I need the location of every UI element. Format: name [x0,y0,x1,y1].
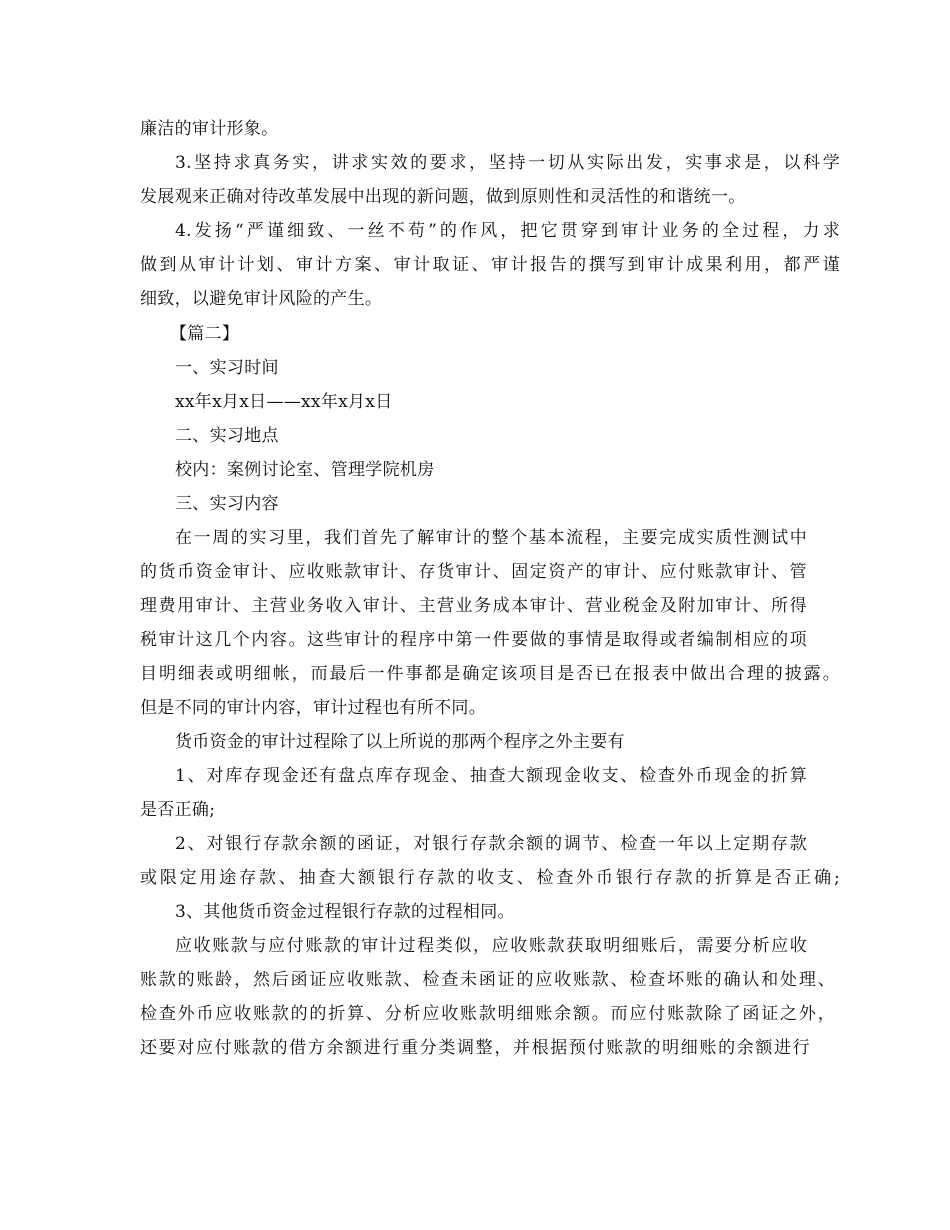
paragraph-line: 但是不同的审计内容，审计过程也有所不同。 [140,698,486,718]
paragraph-line: 应收账款与应付账款的审计过程类似，应收账款获取明细账后，需要分析应收 [175,936,807,956]
section-heading: 二、实习地点 [175,426,279,446]
paragraph-line: 是否正确; [140,800,216,820]
section-heading: 一、实习时间 [175,358,279,378]
paragraph-line: 3.坚持求真务实，讲求实效的要求，坚持一切从实际出发，实事求是，以科学 [175,153,840,173]
paragraph-line: xx年x月x日——xx年x月x日 [175,392,393,412]
paragraph-line: 廉洁的审计形象。 [140,119,279,139]
paragraph-line: 目明细表或明细帐，而最后一件事都是确定该项目是否已在报表中做出合理的披露。 [140,664,840,684]
paragraph-line: 在一周的实习里，我们首先了解审计的整个基本流程，主要完成实质性测试中 [175,528,807,548]
paragraph-line: 发展观来正确对待改革发展中出现的新问题，做到原则性和灵活性的和谐统一。 [140,187,746,207]
paragraph-line: 税审计这几个内容。这些审计的程序中第一件要做的事情是取得或者编制相应的项 [140,630,807,650]
section-heading: 三、实习内容 [175,494,279,514]
paragraph-line: 的货币资金审计、应收账款审计、存货审计、固定资产的审计、应付账款审计、管 [140,562,807,582]
paragraph-line: 3、其他货币资金过程银行存款的过程相同。 [175,902,515,922]
paragraph-line: 理费用审计、主营业务收入审计、主营业务成本审计、营业税金及附加审计、所得 [140,596,807,616]
paragraph-line: 1、对库存现金还有盘点库存现金、抽查大额现金收支、检查外币现金的折算 [175,766,807,786]
paragraph-line: 或限定用途存款、抽查大额银行存款的收支、检查外币银行存款的折算是否正确; [140,868,840,888]
paragraph-line: 做到从审计计划、审计方案、审计取证、审计报告的撰写到审计成果利用，都严谨 [140,255,840,275]
paragraph-line: 细致，以避免审计风险的产生。 [140,289,383,309]
paragraph-line: 2、对银行存款余额的函证，对银行存款余额的调节、检查一年以上定期存款 [175,834,807,854]
paragraph-line: 4.发扬“严谨细致、一丝不苟”的作风，把它贯穿到审计业务的全过程，力求 [175,221,840,241]
paragraph-line: 检查外币应收账款的的折算、分析应收账款明细账余额。而应付账款除了函证之外， [140,1004,835,1024]
paragraph-line: 账款的账龄，然后函证应收账款、检查未函证的应收账款、检查坏账的确认和处理、 [140,970,835,990]
paragraph-line: 货币资金的审计过程除了以上所说的那两个程序之外主要有 [175,732,625,752]
paragraph-line: 还要对应付账款的借方余额进行重分类调整，并根据预付账款的明细账的余额进行 [140,1038,810,1058]
section-heading: 【篇二】 [170,324,240,344]
paragraph-line: 校内：案例讨论室、管理学院机房 [175,460,435,480]
